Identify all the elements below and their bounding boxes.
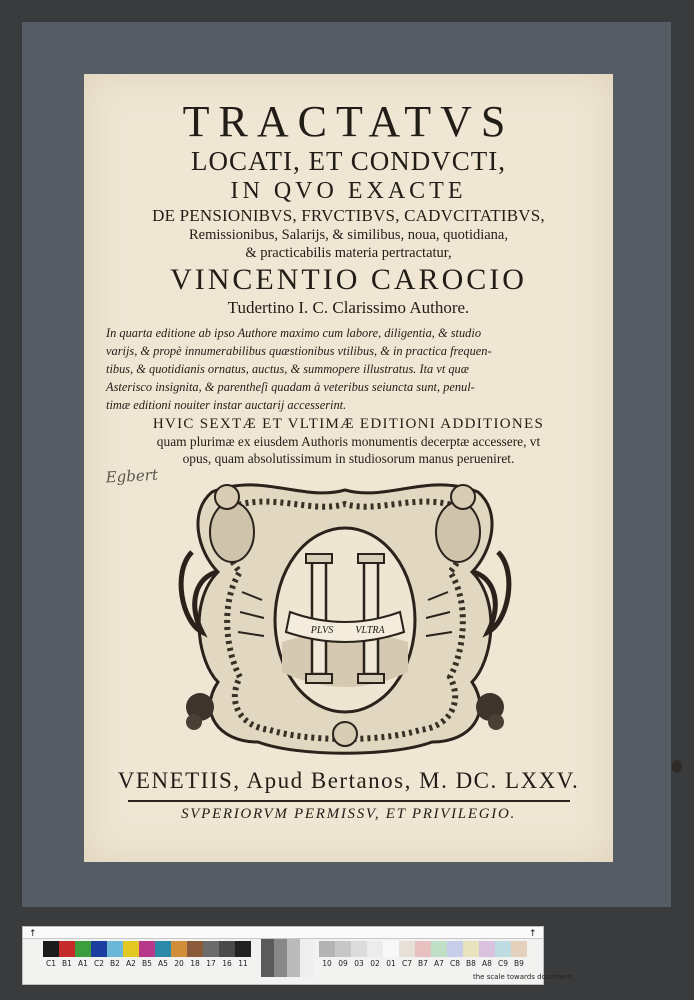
swatch-label: 10 xyxy=(322,959,332,968)
color-swatch xyxy=(107,941,123,957)
swatch-label: A5 xyxy=(158,959,168,968)
gray-swatch xyxy=(335,941,351,957)
imprint-rule xyxy=(128,800,570,802)
gray-swatch xyxy=(415,941,431,957)
color-swatch xyxy=(59,941,75,957)
arrow-up-icon: ↑ xyxy=(29,929,37,939)
ruler-scale xyxy=(23,927,543,939)
additions-heading: HVIC SEXTÆ ET VLTIMÆ EDITIONI ADDITIONES xyxy=(152,416,545,432)
scale-note: the scale towards document xyxy=(473,973,573,981)
color-swatch xyxy=(235,941,251,957)
swatch-label: 09 xyxy=(338,959,348,968)
italic-line: tibus, & quotidianis ornatus, auctus, & summopere illustratus. Ita vt quæ xyxy=(106,362,470,376)
gray-swatch xyxy=(351,941,367,957)
imprint: VENETIIS, Apud Bertanos, M. DC. LXXV. xyxy=(117,768,580,793)
color-swatch-labels xyxy=(43,959,251,968)
gray-swatch xyxy=(383,941,399,957)
italic-line: varijs, & propè innumerabilibus quæstionibus vtilibus, & in practica frequen- xyxy=(106,344,492,358)
color-swatches xyxy=(43,941,251,957)
swatch-label: 01 xyxy=(386,959,396,968)
additions-line-2: quam plurimæ ex eiusdem Authoris monumentis decerptæ accessere, vt xyxy=(156,434,541,449)
color-target-strip xyxy=(22,926,573,985)
gray-swatch xyxy=(319,941,335,957)
swatch-label: 18 xyxy=(190,959,200,968)
swatch-label: C9 xyxy=(497,959,508,968)
additions-line-3: opus, quam absolutissimum in studiosorum manus perueniret. xyxy=(182,451,515,466)
color-swatch xyxy=(139,941,155,957)
title-line-4: DE PENSIONIBVS, FRVCTIBVS, CADVCITATIBVS, xyxy=(152,206,545,225)
color-swatch xyxy=(171,941,187,957)
author-subtitle: Tudertino I. C. Clarissimo Authore. xyxy=(227,298,470,317)
gray-swatch xyxy=(367,941,383,957)
color-swatch xyxy=(91,941,107,957)
title-page xyxy=(84,74,613,862)
gray-swatch-labels xyxy=(319,959,527,968)
swatch-label: 11 xyxy=(238,959,248,968)
title-line-6: & practicabilis materia pertractatur, xyxy=(245,245,452,261)
gray-density-block xyxy=(261,939,313,977)
title-line-2: LOCATI, ET CONDVCTI, xyxy=(191,146,506,176)
italic-line: In quarta editione ab ipso Authore maximo cum labore, diligentia, & studio xyxy=(106,326,482,340)
swatch-label: B1 xyxy=(62,959,72,968)
gray-swatch xyxy=(495,941,511,957)
gray-swatch xyxy=(511,941,527,957)
swatch-label: 16 xyxy=(222,959,232,968)
gray-swatches xyxy=(319,941,527,957)
swatch-label: B5 xyxy=(142,959,152,968)
swatch-label: C8 xyxy=(449,959,460,968)
privilege-line: SVPERIORVM PERMISSV, ET PRIVILEGIO. xyxy=(181,806,516,822)
swatch-label: A1 xyxy=(78,959,88,968)
color-swatch xyxy=(187,941,203,957)
swatch-label: B7 xyxy=(418,959,428,968)
color-swatch xyxy=(43,941,59,957)
emblem-motto-right: VLTRA xyxy=(355,625,385,636)
ink-spot xyxy=(672,760,682,773)
italic-line: timæ editioni nouiter instar auctarij accesserint. xyxy=(106,398,347,412)
handwritten-signature: Egbert xyxy=(105,465,159,487)
color-swatch xyxy=(75,941,91,957)
gray-swatch xyxy=(399,941,415,957)
swatch-label: C1 xyxy=(45,959,56,968)
swatch-label: C7 xyxy=(401,959,412,968)
italic-line: Asterisco insignita, & parentheſi quadam à veteribus seiuncta sunt, penul- xyxy=(106,380,475,394)
swatch-label: 02 xyxy=(370,959,380,968)
gray-swatch xyxy=(479,941,495,957)
swatch-label: A8 xyxy=(482,959,492,968)
author-name: VINCENTIO CAROCIO xyxy=(170,263,527,296)
swatch-label: 03 xyxy=(354,959,364,968)
title-line-5: Remissionibus, Salarijs, & similibus, noua, quotidiana, xyxy=(189,227,508,243)
color-swatch xyxy=(123,941,139,957)
swatch-label: A2 xyxy=(126,959,136,968)
arrow-up-icon-right: ↑ xyxy=(529,929,537,939)
swatch-label: 20 xyxy=(174,959,184,968)
title-line-3: IN QVO EXACTE xyxy=(230,178,467,204)
swatch-label: A7 xyxy=(434,959,444,968)
swatch-label: 17 xyxy=(206,959,216,968)
swatch-label: B8 xyxy=(466,959,476,968)
gray-swatch xyxy=(463,941,479,957)
swatch-label: C2 xyxy=(93,959,104,968)
swatch-label: B2 xyxy=(110,959,120,968)
color-swatch xyxy=(203,941,219,957)
color-swatch xyxy=(155,941,171,957)
title-main: TRACTATVS xyxy=(182,97,515,146)
color-swatch xyxy=(219,941,235,957)
printers-device-emblem xyxy=(172,472,518,762)
swatch-label: B9 xyxy=(514,959,524,968)
gray-swatch xyxy=(431,941,447,957)
emblem-motto-left: PLVS xyxy=(310,625,334,636)
gray-swatch xyxy=(447,941,463,957)
